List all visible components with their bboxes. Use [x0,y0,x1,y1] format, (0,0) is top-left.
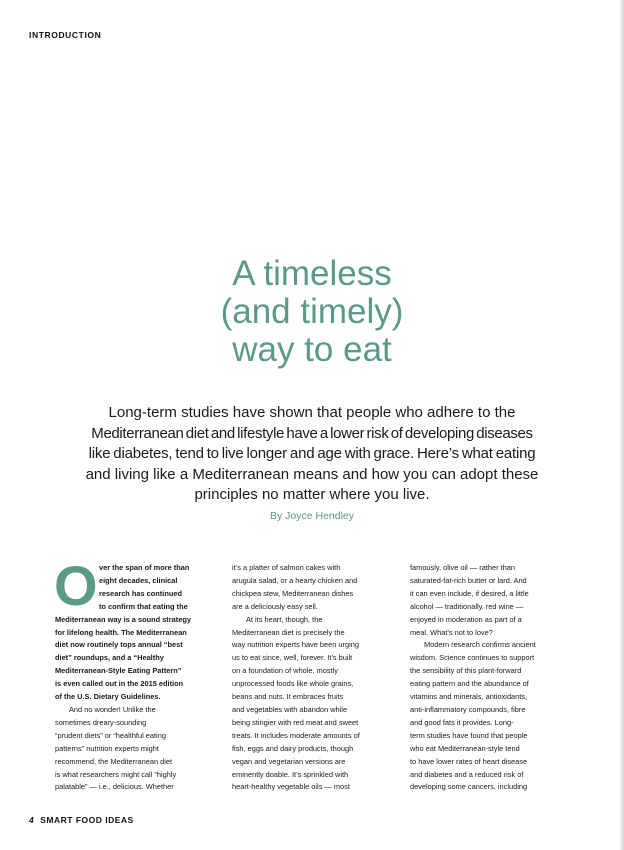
body-line: being stingier with red meat and sweet [232,717,359,727]
body-line: enjoyed in moderation as part of a [410,614,522,624]
body-line: it’s a platter of salmon cakes with [232,563,341,572]
body-line: recommend, the Mediterranean diet [55,756,173,766]
body-line: of the U.S. Dietary Guidelines. [55,692,161,702]
intro-line: and living like a Mediterranean means and how you can adopt these [85,465,539,483]
body-line: eminently doable. It’s sprinkled with [232,769,349,779]
body-line: is even called out in the 2015 edition [55,679,184,689]
article-title [0,255,624,369]
body-line: anti-inflammatory compounds, fibre [410,704,526,714]
body-line: heart-healthy vegetable oils — most [232,782,350,792]
body-column-2 [232,562,400,794]
body-line: unprocessed foods like whole grains, [232,679,354,689]
body-line: to confirm that eating the [99,601,188,611]
body-line: Mediterranean way is a sound strategy [55,614,191,624]
body-line: famously, olive oil — rather than [410,563,516,572]
body-line: on a foundation of whole, mostly [232,666,338,676]
body-line: diet now routinely tops annual “best [55,640,183,650]
body-line: Mediterranean diet is precisely the [232,627,345,637]
body-line: Mediterranean-Style Eating Pattern” [55,666,182,676]
body-line: alcohol — traditionally, red wine — [410,601,524,611]
intro-paragraph [82,403,542,506]
body-line: vegan and vegetarian versions are [232,756,346,766]
body-line: chickpea stew, Mediterranean dishes [232,588,354,598]
title-line: way to eat [232,330,392,369]
page-footer [29,815,134,825]
body-line: eight decades, clinical [99,575,178,585]
body-line: are a deliciously easy sell. [232,601,318,611]
body-line: who eat Mediterranean-style tend [410,743,520,753]
body-line: us to eat since, well, forever. It’s built [232,653,353,663]
body-line: diet” roundups, and a “Healthy [55,653,164,663]
intro-line: Long-term studies have shown that people who adhere to the [108,404,516,421]
body-line: eating pattern and the abundance of [410,679,529,689]
body-column-1 [54,554,223,794]
body-line: palatable” — i.e., delicious. Whether [55,782,174,792]
body-line: to have lower rates of heart disease [410,756,528,766]
body-line: At its heart, though, the [246,614,323,624]
drop-cap: O [54,554,98,617]
body-line: and diabetes and a reduced risk of [410,769,524,779]
body-line: it can even include, if desired, a little [410,588,529,598]
section-label: INTRODUCTION [29,30,102,40]
body-line: And no wonder! Unlike the [69,704,156,714]
body-line: arugula salad, or a hearty chicken and [232,575,358,585]
page-edge-shadow [619,0,624,850]
body-line: term studies have found that people [410,730,528,740]
body-line: “prudent diets” or “healthful eating [55,730,166,740]
body-line: treats. It includes moderate amounts of [232,730,360,740]
body-line: fish, eggs and dairy products, though [232,743,354,753]
body-line: sometimes dreary-sounding [55,717,147,727]
body-column-3 [410,562,578,794]
body-line: and vegetables with abandon while [232,704,348,714]
body-line: ver the span of more than [99,563,190,572]
body-line: for lifelong health. The Mediterranean [55,627,187,637]
body-line: Modern research confirms ancient [424,640,536,650]
title-line: (and timely) [220,292,404,331]
body-line: beans and nuts. It embraces fruits [232,692,344,702]
body-line: the sensibility of this plant-forward [410,666,522,676]
byline: By Joyce Hendley [269,510,355,522]
body-line: and good fats it provides. Long- [410,717,514,727]
body-line: way nutrition experts have been urging [232,640,359,650]
body-line: research has continued [99,588,182,598]
title-line: A timeless [232,254,392,293]
body-line: developing some cancers, including [410,782,528,792]
body-line: is what researchers might call “highly [55,769,177,779]
page-number: 4 [29,815,35,825]
intro-line: like diabetes, tend to live longer and age with grace. Here’s what eating [88,445,536,462]
body-line: meal. What’s not to love? [410,627,493,637]
body-line: wisdom. Science continues to support [410,653,535,663]
body-line: saturated-fat-rich butter or lard. And [410,575,527,585]
intro-line: principles no matter where you live. [194,486,430,503]
publication-name: SMART FOOD IDEAS [40,815,134,825]
body-line: vitamins and minerals, antioxidants, [410,692,528,702]
body-line: patterns” nutrition experts might [55,743,159,753]
intro-line: Mediterranean diet and lifestyle have a lower risk of developing diseases [91,424,533,442]
